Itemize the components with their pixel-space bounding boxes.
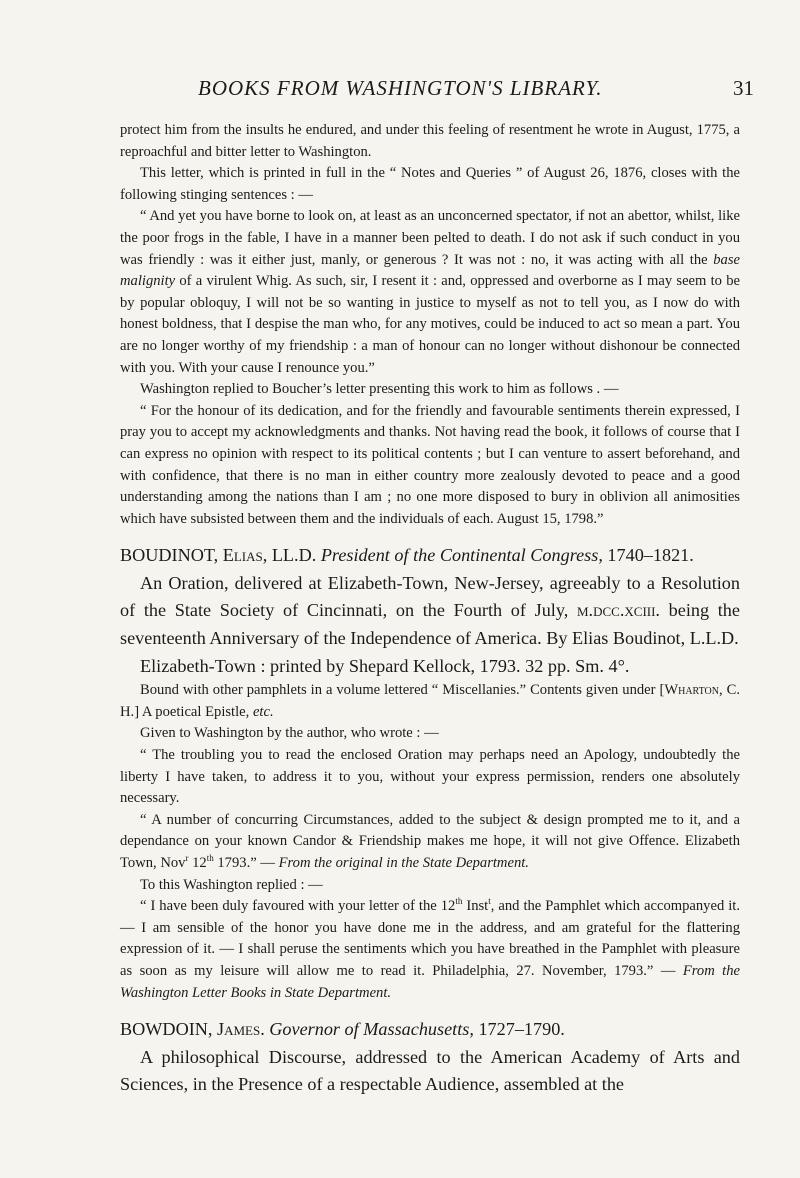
catalog-entry-boudinot — [120, 542, 740, 570]
paragraph-washington-reply: Washington replied to Boucher’s letter presenting this work to him as follows . — — [140, 381, 619, 398]
quote-washington-reply: “ For the honour of its dedication, and for the friendly and favourable sentiments therein expressed, I pray you to accept my acknowledgments and thanks. Not having read the book, it follows of course that I can express no opinion with respect to its political contents ; but I can venture to assert beforehand, and with confidence, that there is no man in either country more zealously devoted to peace and a good understanding among the nations than I am ; no one more disposed to bury in oblivion all animosities which have subsisted between them and the individuals of each. August 15, 1798.” — [120, 402, 740, 527]
quote-boudinot-2: “ A number of concurring Circumstances, added to the subject & design prompted me to it, and a dependance on your known Candor & Friendship makes me hope, it will not give Offence. Elizabeth Town, Nov$^r$ 12th 1793.” — From the original in the State Department. — [120, 811, 740, 871]
entry-given-line: Given to Washington by the author, who wrote : — — [140, 725, 439, 742]
paragraph-notes-and-queries: This letter, which is printed in full in the “ Notes and Queries ” of August 26, 1876, closes with the following stinging sentences : — — [120, 165, 740, 203]
entry-title-boudinot: An Oration, delivered at Elizabeth-Town, New-Jersey, agreeably to a Resolution of the State Society of Cincinnati, on the Fourth of July, m.dcc.xciii. being the seventeenth Anniversary of the Independence of America. By Elias Boudinot, L.L.D. — [120, 572, 740, 649]
entry-title-bowdoin: A philosophical Discourse, addressed to the American Academy of Arts and Sciences, in the Presence of a respectable Audience, assembled at the — [120, 1046, 740, 1095]
entry-reply-line: To this Washington replied : — — [140, 876, 323, 893]
entry-name: BOUDINOT, — [120, 545, 219, 566]
quote-washington-3: “ I have been duly favoured with your letter of the 12th Inst$^t$, and the Pamphlet which accompanyed it. — I am sensible of the honor you have done me in the address, and am grateful for the flattering expression of it. — I shall peruse the sentiments which you have breathed in the Pamphlet with pleasure as soon as my leisure will allow me to read it. Philadelphia, 27. November, 1793.” — From the Washington Letter Books in State Department. — [120, 896, 740, 1001]
page-number: 31 — [733, 76, 754, 100]
running-title: BOOKS FROM WASHINGTON'S LIBRARY. — [198, 76, 603, 100]
quote-boucher-letter — [120, 206, 740, 379]
page-body — [120, 120, 740, 1099]
entry-binding-note: Bound with other pamphlets in a volume lettered “ Miscellanies.” Contents given under [Wharton, C. H.] A poetical Epistle, etc. — [120, 682, 740, 720]
entry-degree: LL.D. — [271, 545, 317, 566]
entry-role: President of the Continental Congress, — [320, 545, 603, 566]
quote-text: of a virulent Whig. As such, sir, I resent it : and, oppressed and overborne as I may seem to be by popular obloquy, I will not be so wanting in justice to myself as not to tell you, as I now do with honest boldness, that I despise the man who, for any motives, could be induced to act so mean a part. You are no longer worthy of my friendship : a man of honour can no longer without dishonour be connected with you. With your cause I renounce you.” — [120, 273, 740, 376]
quote-source: From the original in the State Department. — [278, 855, 529, 871]
quote-boudinot-1: “ The troubling you to read the enclosed Oration may perhaps need an Apology, undoubtedly the liberty I have taken, to address it to you, without your express permission, renders one absolutely necessary. — [120, 747, 740, 807]
quote-text: “ And yet you have borne to look on, at least as an unconcerned spectator, if not an abettor, whilst, like the poor frogs in the fable, I have in a manner been pelted to death. I do not ask if such conduct in you was friendly : was it either just, manly, or generous ? It was not : no, it was acting with all the — [120, 208, 740, 268]
entry-role: Governor of Massachusetts, — [269, 1019, 474, 1040]
entry-given-name: Elias, — [222, 545, 268, 566]
entry-dates: 1740–1821. — [607, 545, 694, 566]
entry-dates: 1727–1790. — [478, 1019, 565, 1040]
entry-name: BOWDOIN, — [120, 1019, 213, 1040]
entry-binding-name: Wharton — [664, 682, 720, 699]
quote-source: From the Washington Letter Books in State Department. — [120, 962, 740, 1001]
paragraph-continuation: protect him from the insults he endured, and under this feeling of resentment he wrote in August, 1775, a reproachful and bitter letter to Washington. — [120, 122, 740, 160]
entry-title-year: m.dcc.xciii. — [577, 600, 660, 621]
entry-given-name: James. — [217, 1019, 265, 1040]
quote-emphasis: base malignity — [120, 251, 740, 290]
entry-imprint: Elizabeth-Town : printed by Shepard Kellock, 1793. 32 pp. Sm. 4°. — [140, 655, 630, 676]
catalog-entry-bowdoin — [120, 1016, 740, 1044]
